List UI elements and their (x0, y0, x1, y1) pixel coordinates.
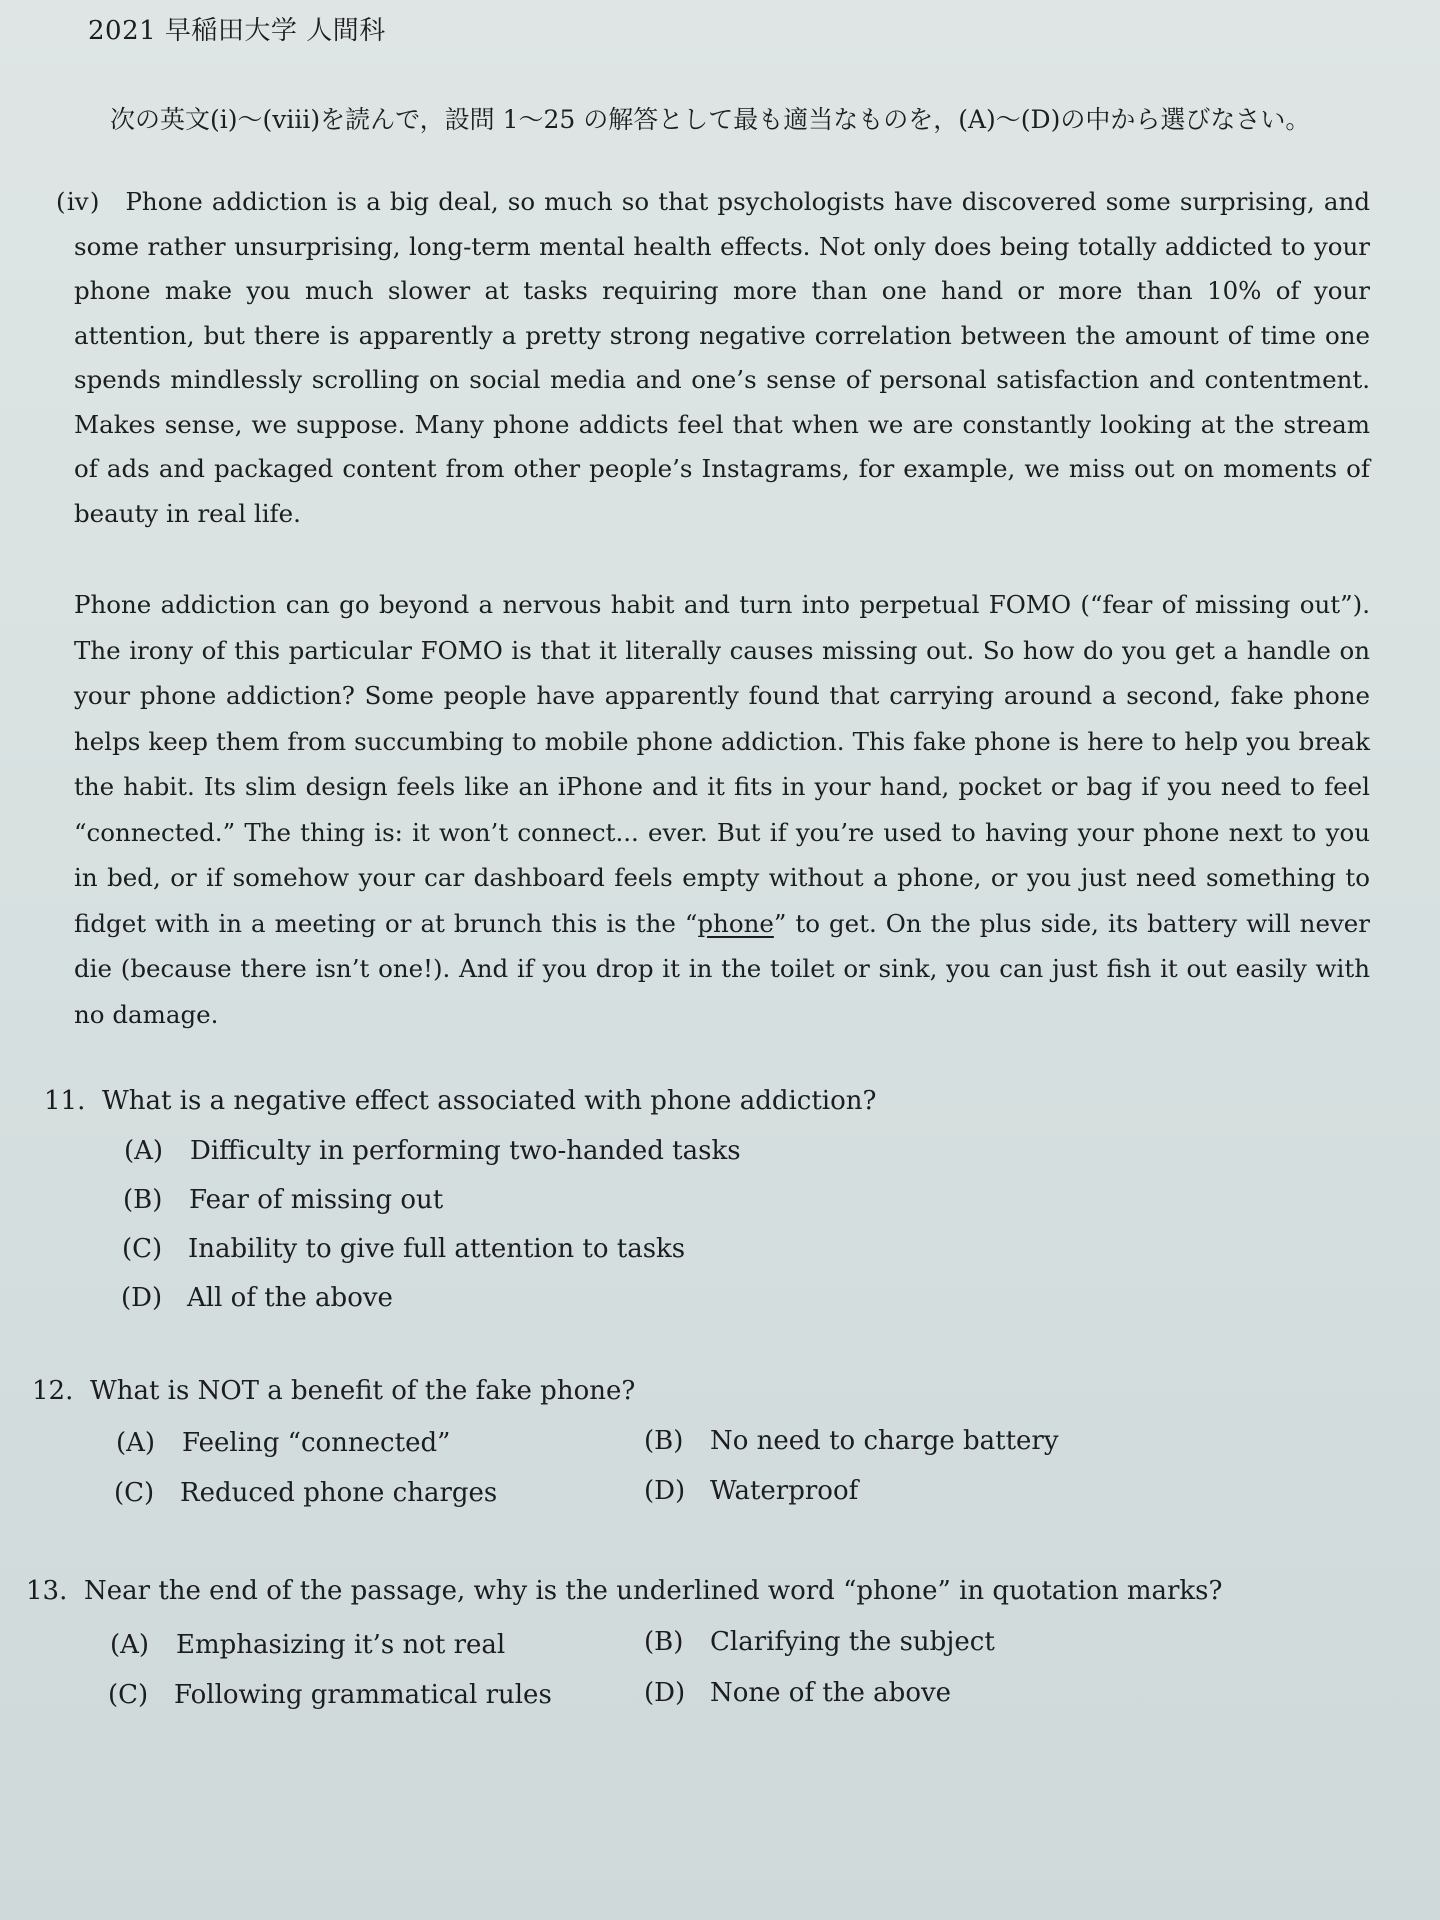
option-label: (C) (114, 1478, 155, 1508)
option-text: Emphasizing it’s not real (176, 1630, 506, 1660)
option-text: None of the above (710, 1678, 952, 1708)
option-label: (D) (644, 1476, 686, 1506)
option-text: Feeling “connected” (182, 1428, 451, 1458)
question-11 (44, 1086, 876, 1116)
paragraph-2-text-after: ” to get. On the plus side, its battery will never die (because there isn’t one!). And if you drop it in the toilet or sink, you can just fish it out easily with no damage. (74, 908, 1370, 1029)
option-text: Following grammatical rules (174, 1680, 552, 1710)
option-label: (C) (108, 1680, 149, 1710)
question-text: Near the end of the passage, why is the underlined word “phone” in quotation marks? (84, 1576, 1223, 1606)
page-header: 2021 早稲田大学 人間科 (88, 16, 386, 46)
question-number: 12. (32, 1376, 74, 1406)
option-a (110, 1630, 505, 1660)
passage-paragraph-1 (56, 180, 1370, 536)
option-text: No need to charge battery (710, 1426, 1059, 1456)
option-d (121, 1283, 393, 1313)
option-c (114, 1478, 497, 1508)
option-label: (B) (644, 1426, 684, 1456)
paragraph-2-text-before: Phone addiction can go beyond a nervous habit and turn into perpetual FOMO (“fear of missing out”). The irony of this particular FOMO is that it literally causes missing out. So how do you get a handle on your phone addiction? Some people have apparently found that carrying around a second, fake phone helps keep them from succumbing to mobile phone addiction. This fake phone is here to help you break the habit. Its slim design feels like an iPhone and it fits in your hand, pocket or bag if you need to feel “connected.” The thing is: it won’t connect... ever. But if you’re used to having your phone next to you in bed, or if somehow your car dashboard feels empty without a phone, or you just need something to fidget with in a meeting or at brunch this is the “ (74, 590, 1370, 938)
option-b (644, 1426, 1059, 1456)
underlined-word: phone (697, 908, 774, 938)
passage-paragraph-2 (74, 582, 1370, 1037)
option-d (644, 1678, 951, 1708)
passage-number: (ⅳ) (56, 187, 100, 216)
option-a (116, 1428, 450, 1458)
option-text: Reduced phone charges (180, 1478, 498, 1508)
option-a (124, 1136, 741, 1166)
option-label: (A) (116, 1428, 156, 1458)
paragraph-1-text: Phone addiction is a big deal, so much so that psychologists have discovered some surprising, and some rather unsurprising, long-term mental health effects. Not only does being totally addicted to your phone make you much slower at tasks requiring more than one hand or more than 10% of your attention, but there is apparently a pretty strong negative correlation between the amount of time one spends mindlessly scrolling on social media and one’s sense of personal satisfaction and contentment. Makes sense, we suppose. Many phone addicts feel that when we are constantly looking at the stream of ads and packaged content from other people’s Instagrams, for example, we miss out on moments of beauty in real life. (74, 187, 1370, 528)
option-c (122, 1234, 685, 1264)
option-label: (A) (110, 1630, 150, 1660)
option-text: Difficulty in performing two-handed tasks (190, 1136, 741, 1166)
option-label: (A) (124, 1136, 164, 1166)
question-13 (26, 1576, 1222, 1606)
option-d (644, 1476, 858, 1506)
instruction-text: 次の英文(ⅰ)〜(ⅷ)を読んで，設問 1〜25 の解答として最も適当なものを，(A)〜(D)の中から選びなさい。 (110, 105, 1311, 134)
option-text: All of the above (187, 1283, 393, 1313)
option-label: (B) (644, 1627, 684, 1657)
option-label: (D) (121, 1283, 163, 1313)
question-number: 13. (26, 1576, 68, 1606)
question-text: What is NOT a benefit of the fake phone? (90, 1376, 636, 1406)
option-b (123, 1185, 443, 1215)
option-b (644, 1627, 995, 1657)
option-label: (B) (123, 1185, 163, 1215)
option-label: (C) (122, 1234, 163, 1264)
option-text: Waterproof (710, 1476, 859, 1506)
question-number: 11. (44, 1086, 86, 1116)
question-text: What is a negative effect associated with phone addiction? (102, 1086, 877, 1116)
option-text: Clarifying the subject (710, 1627, 995, 1657)
question-12 (32, 1376, 635, 1406)
option-c (108, 1680, 552, 1710)
option-text: Inability to give full attention to tasks (188, 1234, 686, 1264)
option-text: Fear of missing out (189, 1185, 444, 1215)
option-label: (D) (644, 1678, 686, 1708)
